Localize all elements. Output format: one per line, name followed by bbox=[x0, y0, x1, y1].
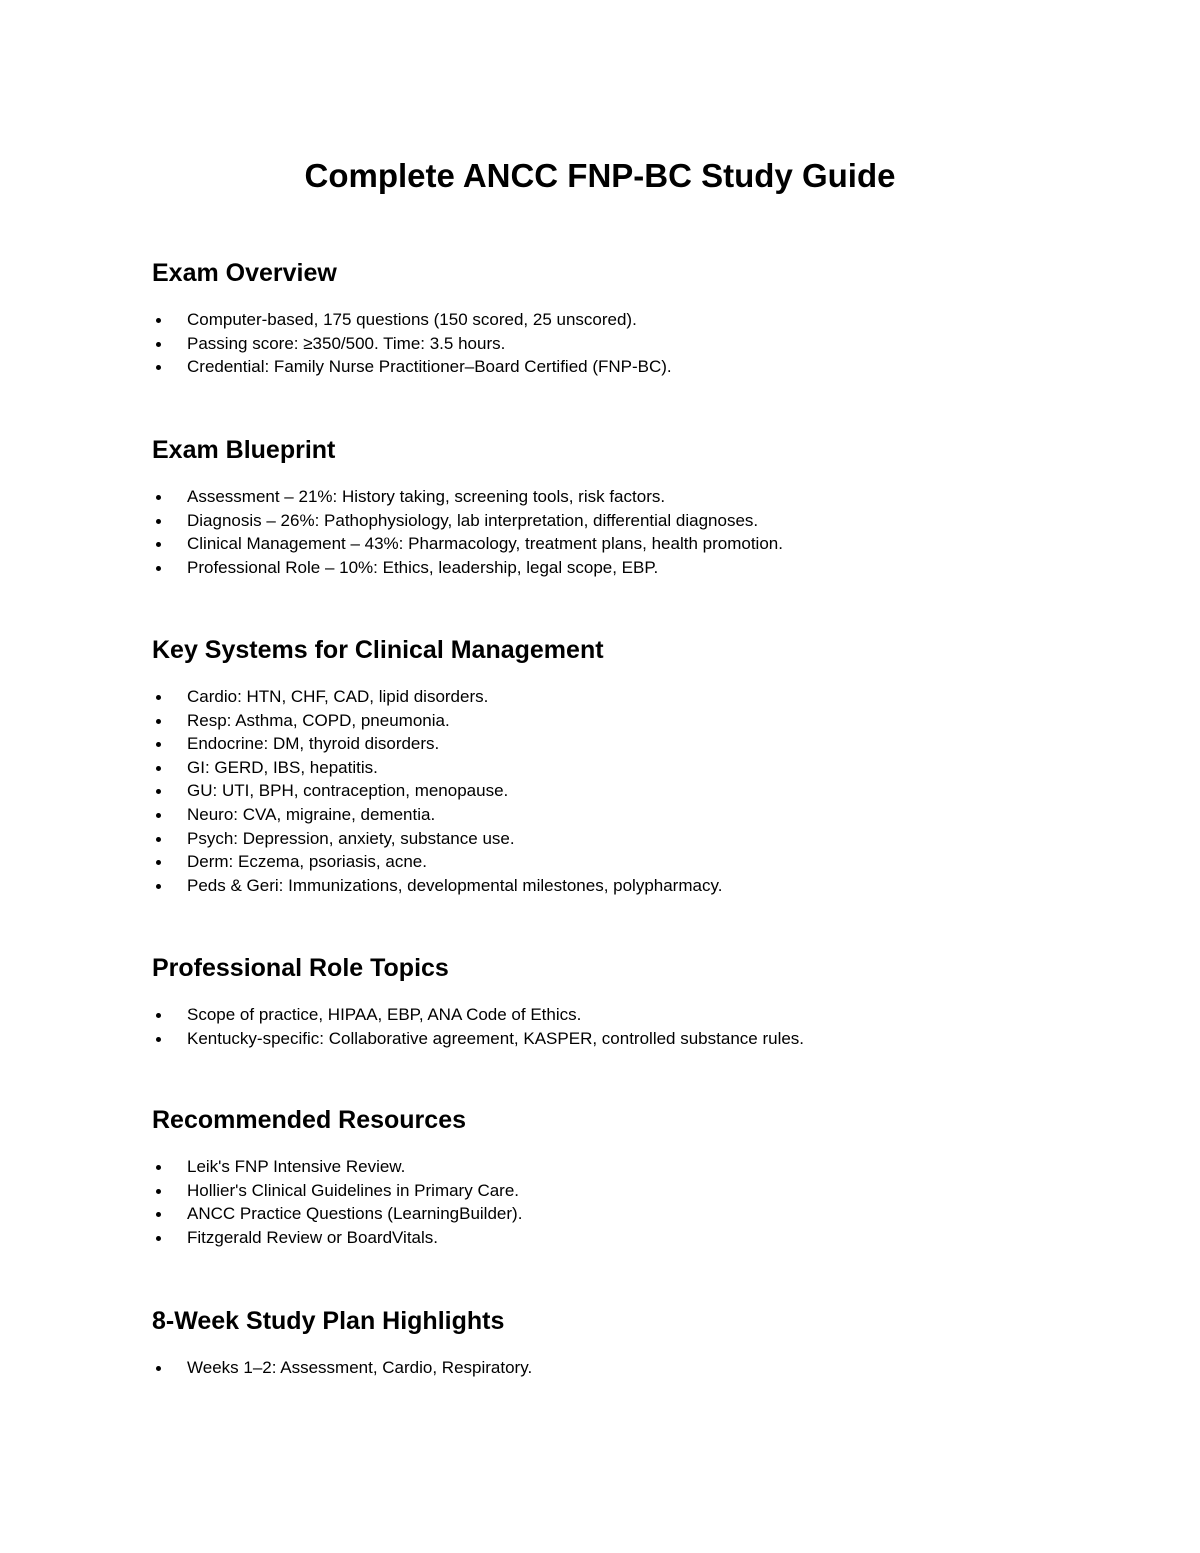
list-item-text: GI: GERD, IBS, hepatitis. bbox=[187, 757, 378, 777]
section-heading: Recommended Resources bbox=[152, 1106, 467, 1134]
bullet-icon bbox=[156, 860, 161, 865]
list-item bbox=[152, 485, 1112, 509]
section-heading: Professional Role Topics bbox=[152, 954, 449, 982]
list-item-text: Credential: Family Nurse Practitioner–Board Certified (FNP-BC). bbox=[187, 357, 672, 377]
bullet-icon bbox=[156, 1212, 161, 1217]
list-item bbox=[152, 827, 1112, 851]
list-item-text: ANCC Practice Questions (LearningBuilder). bbox=[187, 1204, 523, 1224]
bullet-icon bbox=[156, 342, 161, 347]
section-exam-blueprint bbox=[152, 433, 1112, 579]
bullet-icon bbox=[156, 719, 161, 724]
section-heading: Key Systems for Clinical Management bbox=[152, 636, 604, 664]
section-heading: Exam Overview bbox=[152, 259, 337, 287]
bullet-icon bbox=[156, 1366, 161, 1371]
list-item bbox=[152, 756, 1112, 780]
list-item bbox=[152, 1356, 1112, 1380]
list-item bbox=[152, 532, 1112, 556]
list-item-text: Hollier's Clinical Guidelines in Primary Care. bbox=[187, 1180, 520, 1200]
bullet-icon bbox=[156, 884, 161, 889]
bullet-icon bbox=[156, 695, 161, 700]
list-item bbox=[152, 355, 1112, 379]
bullet-icon bbox=[156, 766, 161, 771]
bullet-list bbox=[152, 1155, 1112, 1249]
bullet-icon bbox=[156, 542, 161, 547]
bullet-icon bbox=[156, 365, 161, 370]
list-item bbox=[152, 1155, 1112, 1179]
list-item-text: Computer-based, 175 questions (150 scored, 25 unscored). bbox=[187, 310, 637, 329]
bullet-icon bbox=[156, 813, 161, 818]
bullet-list bbox=[152, 685, 1112, 897]
section-heading: Exam Blueprint bbox=[152, 436, 336, 464]
list-item bbox=[152, 709, 1112, 733]
list-item bbox=[152, 803, 1112, 827]
list-item-text: Endocrine: DM, thyroid disorders. bbox=[187, 734, 440, 754]
list-item bbox=[152, 1226, 1112, 1250]
list-item-text: Resp: Asthma, COPD, pneumonia. bbox=[187, 710, 450, 730]
bullet-list bbox=[152, 485, 1112, 579]
bullet-icon bbox=[156, 566, 161, 571]
list-item-text: Neuro: CVA, migraine, dementia. bbox=[187, 804, 436, 824]
list-item bbox=[152, 1003, 1112, 1027]
list-item bbox=[152, 332, 1112, 356]
list-item bbox=[152, 732, 1112, 756]
bullet-icon bbox=[156, 519, 161, 524]
section-study-plan bbox=[152, 1304, 1112, 1380]
section-recommended-resources bbox=[152, 1103, 1112, 1249]
section-heading: 8-Week Study Plan Highlights bbox=[152, 1307, 505, 1335]
list-item-text: GU: UTI, BPH, contraception, menopause. bbox=[187, 781, 509, 801]
bullet-icon bbox=[156, 789, 161, 794]
list-item-text: Derm: Eczema, psoriasis, acne. bbox=[187, 852, 427, 872]
list-item bbox=[152, 1179, 1112, 1203]
list-item-text: Professional Role – 10%: Ethics, leadership, legal scope, EBP. bbox=[187, 557, 659, 577]
bullet-icon bbox=[156, 1165, 161, 1170]
list-item bbox=[152, 850, 1112, 874]
bullet-list bbox=[152, 1003, 1112, 1050]
section-professional-role bbox=[152, 951, 1112, 1050]
bullet-icon bbox=[156, 1189, 161, 1194]
list-item bbox=[152, 874, 1112, 898]
list-item-text: Leik's FNP Intensive Review. bbox=[187, 1157, 406, 1176]
list-item bbox=[152, 685, 1112, 709]
list-item-text: Fitzgerald Review or BoardVitals. bbox=[187, 1227, 439, 1247]
bullet-icon bbox=[156, 742, 161, 747]
list-item bbox=[152, 779, 1112, 803]
list-item-text: Cardio: HTN, CHF, CAD, lipid disorders. bbox=[187, 687, 489, 706]
bullet-list bbox=[152, 1356, 1112, 1380]
bullet-icon bbox=[156, 318, 161, 323]
list-item bbox=[152, 308, 1112, 332]
list-item-text: Diagnosis – 26%: Pathophysiology, lab interpretation, differential diagnoses. bbox=[187, 510, 759, 530]
list-item-text: Psych: Depression, anxiety, substance use. bbox=[187, 828, 515, 848]
list-item-text: Passing score: ≥350/500. Time: 3.5 hours. bbox=[187, 333, 506, 353]
list-item-text: Scope of practice, HIPAA, EBP, ANA Code of Ethics. bbox=[187, 1005, 582, 1024]
bullet-icon bbox=[156, 1236, 161, 1241]
list-item bbox=[152, 556, 1112, 580]
list-item-text: Kentucky-specific: Collaborative agreement, KASPER, controlled substance rules. bbox=[187, 1028, 805, 1048]
document-title: Complete ANCC FNP-BC Study Guide bbox=[304, 157, 896, 194]
list-item bbox=[152, 1027, 1112, 1051]
bullet-list bbox=[152, 308, 1112, 379]
list-item-text: Weeks 1–2: Assessment, Cardio, Respiratory. bbox=[187, 1358, 533, 1377]
bullet-icon bbox=[156, 1037, 161, 1042]
list-item-text: Clinical Management – 43%: Pharmacology, treatment plans, health promotion. bbox=[187, 534, 783, 554]
list-item-text: Assessment – 21%: History taking, screening tools, risk factors. bbox=[187, 487, 666, 506]
section-key-systems bbox=[152, 633, 1112, 897]
bullet-icon bbox=[156, 837, 161, 842]
list-item bbox=[152, 1202, 1112, 1226]
list-item-text: Peds & Geri: Immunizations, developmental milestones, polypharmacy. bbox=[187, 875, 723, 895]
bullet-icon bbox=[156, 495, 161, 500]
bullet-icon bbox=[156, 1013, 161, 1018]
list-item bbox=[152, 509, 1112, 533]
section-exam-overview bbox=[152, 256, 1112, 379]
